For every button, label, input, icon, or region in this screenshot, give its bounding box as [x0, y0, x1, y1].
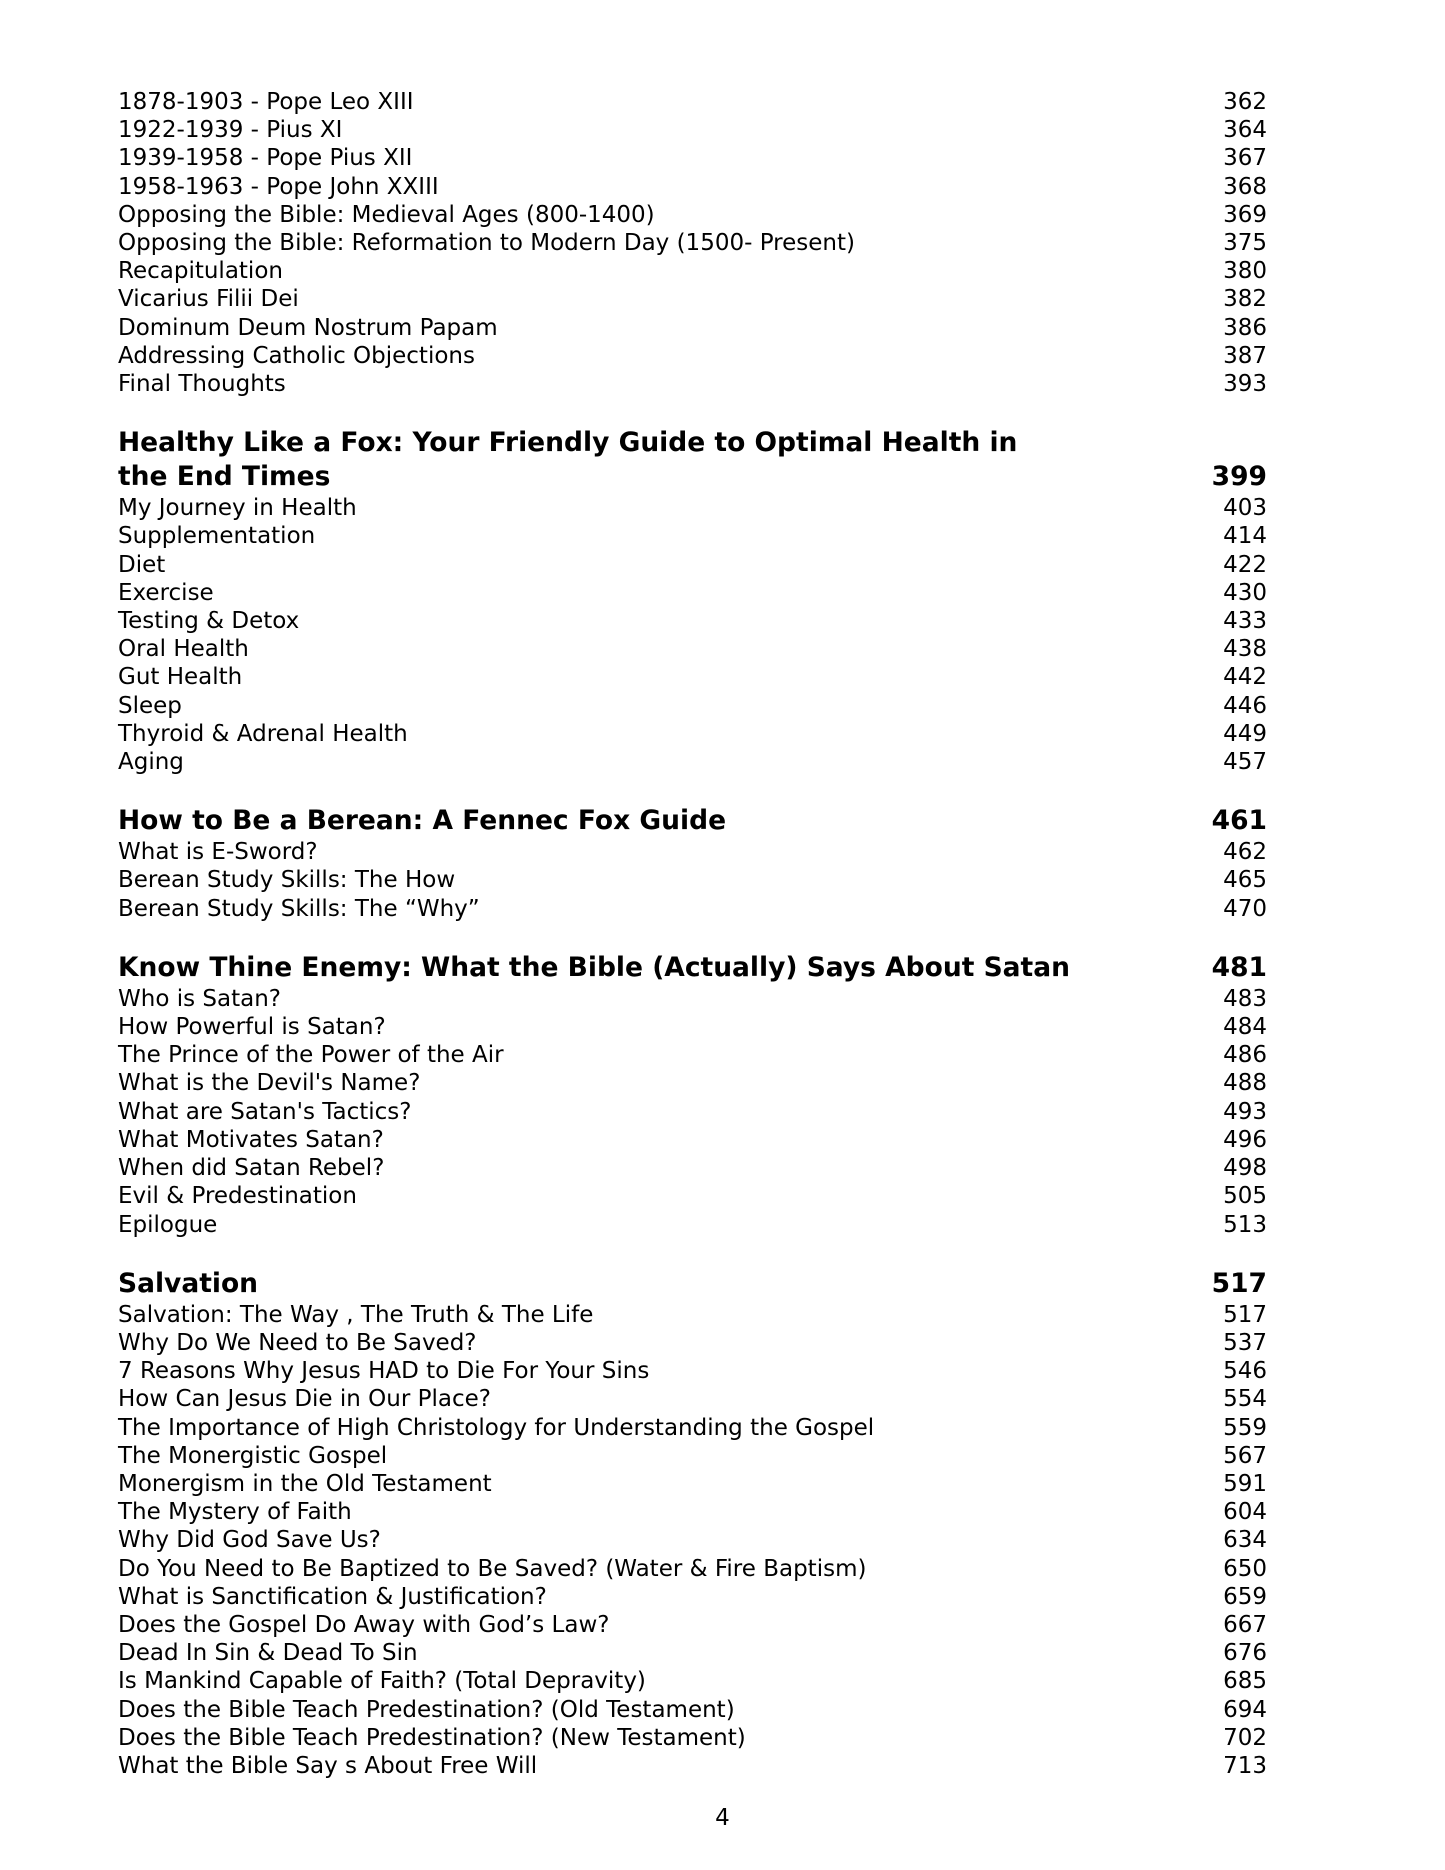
toc-entry-page-number: 634 [1223, 1527, 1267, 1554]
toc-entry-page-number: 667 [1223, 1611, 1267, 1638]
toc-entry-page-number: 694 [1223, 1696, 1267, 1723]
toc-entry-title: My Journey in Health [118, 495, 357, 522]
toc-entry-title: Epilogue [118, 1211, 218, 1238]
toc-entry-title: Gut Health [118, 664, 243, 691]
toc-entry-row[interactable] [118, 663, 1267, 691]
toc-entry-title: Berean Study Skills: The “Why” [118, 895, 480, 922]
toc-entry-title: Is Mankind Capable of Faith? (Total Depravity) [118, 1668, 646, 1695]
toc-entry-row[interactable] [118, 1442, 1267, 1470]
toc-entry-page-number: 554 [1223, 1386, 1267, 1413]
toc-entry-page-number: 513 [1223, 1211, 1267, 1238]
toc-entry-row[interactable] [118, 1182, 1267, 1210]
toc-entry-row[interactable] [118, 1154, 1267, 1182]
toc-entry-page-number: 368 [1223, 173, 1267, 200]
table-of-contents-list [118, 88, 1267, 1780]
toc-entry-title: Testing & Detox [118, 608, 300, 635]
toc-entry-row[interactable] [118, 551, 1267, 579]
toc-entry-row[interactable] [118, 748, 1267, 776]
toc-entry-page-number: 362 [1223, 89, 1267, 115]
toc-entry-title: The Mystery of Faith [118, 1499, 352, 1526]
toc-entry-title: Dead In Sin & Dead To Sin [118, 1640, 418, 1667]
toc-entry-page-number: 433 [1223, 608, 1267, 635]
toc-entry-page-number: 493 [1223, 1098, 1267, 1125]
toc-entry-page-number: 387 [1223, 342, 1267, 369]
toc-entry-page-number: 442 [1223, 664, 1267, 691]
toc-entry-title: Recapitulation [118, 258, 283, 285]
toc-entry-page-number: 403 [1223, 495, 1267, 522]
toc-entry-title: Evil & Predestination [118, 1183, 357, 1210]
toc-entry-page-number: 367 [1223, 145, 1267, 172]
toc-entry-page-number: 486 [1223, 1042, 1267, 1069]
toc-entry-page-number: 496 [1223, 1126, 1267, 1153]
toc-entry-page-number: 498 [1223, 1155, 1267, 1182]
toc-section-row[interactable] [118, 804, 1267, 838]
toc-entry-title: Do You Need to Be Baptized to Be Saved? (Water & Fire Baptism) [118, 1555, 867, 1582]
toc-entry-page-number: 650 [1223, 1555, 1267, 1582]
toc-entry-page-number: 517 [1223, 1301, 1267, 1328]
toc-section-row[interactable] [118, 951, 1267, 985]
toc-entry-page-number: 430 [1223, 579, 1267, 606]
footer-page-number: 4 [715, 1805, 730, 1831]
toc-entry-title: What is the Devil's Name? [118, 1070, 421, 1097]
toc-entry-title: What is E-Sword? [118, 839, 318, 866]
toc-entry-title: 7 Reasons Why Jesus HAD to Die For Your Sins [118, 1358, 650, 1385]
toc-entry-row[interactable] [118, 635, 1267, 663]
toc-entry-page-number: 559 [1223, 1414, 1267, 1441]
toc-entry-row[interactable] [118, 895, 1267, 923]
toc-entry-row[interactable] [118, 607, 1267, 635]
toc-section-page-number: 461 [1211, 805, 1267, 837]
toc-entry-title: How Powerful is Satan? [118, 1014, 386, 1041]
toc-entry-row[interactable] [118, 1357, 1267, 1385]
toc-entry-title: 1878-1903 - Pope Leo XIII [118, 89, 414, 115]
toc-entry-title: Addressing Catholic Objections [118, 342, 475, 369]
toc-entry-page-number: 676 [1223, 1640, 1267, 1667]
toc-entry-row[interactable] [118, 1498, 1267, 1526]
toc-entry-title: How Can Jesus Die in Our Place? [118, 1386, 491, 1413]
toc-entry-title: When did Satan Rebel? [118, 1155, 385, 1182]
toc-entry-page-number: 713 [1223, 1752, 1267, 1779]
toc-entry-page-number: 537 [1223, 1329, 1267, 1356]
toc-entry-title: Monergism in the Old Testament [118, 1470, 492, 1497]
toc-entry-page-number: 546 [1223, 1358, 1267, 1385]
toc-entry-row[interactable] [118, 1069, 1267, 1097]
toc-entry-title: 1922-1939 - Pius XI [118, 117, 343, 144]
toc-entry-row[interactable] [118, 692, 1267, 720]
toc-entry-title: Opposing the Bible: Medieval Ages (800-1400) [118, 201, 655, 228]
toc-entry-row[interactable] [118, 720, 1267, 748]
toc-entry-page-number: 364 [1223, 117, 1267, 144]
toc-entry-row[interactable] [118, 342, 1267, 370]
toc-entry-title: Aging [118, 749, 184, 776]
toc-entry-row[interactable] [118, 1385, 1267, 1413]
toc-entry-row[interactable] [118, 229, 1267, 257]
toc-section-title: Salvation [118, 1267, 259, 1299]
toc-entry-page-number: 470 [1223, 895, 1267, 922]
toc-entry-row[interactable] [118, 1098, 1267, 1126]
toc-entry-page-number: 567 [1223, 1442, 1267, 1469]
toc-entry-title: What are Satan's Tactics? [118, 1098, 412, 1125]
toc-entry-page-number: 446 [1223, 692, 1267, 719]
toc-entry-row[interactable] [118, 201, 1267, 229]
toc-entry-row[interactable] [118, 1041, 1267, 1069]
section-spacer [118, 398, 1267, 426]
toc-entry-title: Thyroid & Adrenal Health [118, 720, 408, 747]
toc-entry-title: Does the Bible Teach Predestination? (New Testament) [118, 1724, 746, 1751]
toc-entry-row[interactable] [118, 1724, 1267, 1752]
toc-entry-title: Supplementation [118, 523, 316, 550]
toc-entry-row[interactable] [118, 144, 1267, 172]
toc-entry-row[interactable] [118, 1696, 1267, 1724]
toc-section-row[interactable] [118, 426, 1267, 494]
toc-entry-row[interactable] [118, 1126, 1267, 1154]
toc-entry-page-number: 393 [1223, 371, 1267, 398]
toc-entry-row[interactable] [118, 1414, 1267, 1442]
toc-section-page-number: 399 [1211, 461, 1267, 493]
toc-entry-row[interactable] [118, 88, 1267, 116]
toc-entry-title: What Motivates Satan? [118, 1126, 384, 1153]
toc-entry-title: Opposing the Bible: Reformation to Modern Day (1500- Present) [118, 230, 855, 257]
toc-entry-row[interactable] [118, 1013, 1267, 1041]
toc-entry-page-number: 484 [1223, 1014, 1267, 1041]
toc-entry-row[interactable] [118, 1329, 1267, 1357]
toc-entry-title: Does the Bible Teach Predestination? (Old Testament) [118, 1696, 735, 1723]
toc-section-title: Know Thine Enemy: What the Bible (Actually) Says About Satan [118, 951, 1070, 983]
toc-entry-title: The Monergistic Gospel [118, 1442, 388, 1469]
toc-entry-title: What the Bible Say s About Free Will [118, 1752, 538, 1779]
toc-entry-page-number: 465 [1223, 867, 1267, 894]
section-spacer [118, 923, 1267, 951]
toc-entry-title: 1939-1958 - Pope Pius XII [118, 145, 413, 172]
toc-entry-title: Oral Health [118, 636, 249, 663]
toc-entry-row[interactable] [118, 1611, 1267, 1639]
toc-entry-row[interactable] [118, 1301, 1267, 1329]
toc-entry-title: Dominum Deum Nostrum Papam [118, 314, 498, 341]
toc-entry-page-number: 488 [1223, 1070, 1267, 1097]
toc-entry-page-number: 375 [1223, 230, 1267, 257]
toc-entry-page-number: 505 [1223, 1183, 1267, 1210]
toc-entry-page-number: 386 [1223, 314, 1267, 341]
toc-section-title: Healthy Like a Fox: Your Friendly Guide to Optimal Health in the End Times [118, 427, 1018, 493]
toc-entry-page-number: 604 [1223, 1499, 1267, 1526]
toc-entry-page-number: 438 [1223, 636, 1267, 663]
toc-entry-row[interactable] [118, 116, 1267, 144]
toc-entry-title: Exercise [118, 579, 214, 606]
section-spacer [118, 1239, 1267, 1267]
toc-entry-page-number: 422 [1223, 551, 1267, 578]
toc-entry-row[interactable] [118, 1639, 1267, 1667]
toc-section-page-number: 517 [1211, 1267, 1267, 1299]
toc-entry-title: What is Sanctification & Justification? [118, 1583, 547, 1610]
toc-entry-row[interactable] [118, 522, 1267, 550]
toc-entry-page-number: 659 [1223, 1583, 1267, 1610]
toc-entry-row[interactable] [118, 579, 1267, 607]
toc-section-row[interactable] [118, 1267, 1267, 1301]
toc-entry-row[interactable] [118, 285, 1267, 313]
toc-entry-title: Does the Gospel Do Away with God’s Law? [118, 1611, 610, 1638]
toc-entry-page-number: 382 [1223, 286, 1267, 313]
toc-entry-title: Berean Study Skills: The How [118, 867, 456, 894]
toc-entry-page-number: 369 [1223, 201, 1267, 228]
toc-entry-page-number: 414 [1223, 523, 1267, 550]
toc-entry-title: Vicarius Filii Dei [118, 286, 299, 313]
toc-entry-title: The Importance of High Christology for Understanding the Gospel [118, 1414, 875, 1441]
toc-entry-page-number: 483 [1223, 985, 1267, 1012]
toc-entry-title: 1958-1963 - Pope John XXIII [118, 173, 439, 200]
toc-entry-row[interactable] [118, 370, 1267, 398]
toc-entry-row[interactable] [118, 866, 1267, 894]
toc-entry-row[interactable] [118, 1470, 1267, 1498]
toc-entry-page-number: 702 [1223, 1724, 1267, 1751]
toc-entry-title: Why Do We Need to Be Saved? [118, 1329, 477, 1356]
toc-section-title: How to Be a Berean: A Fennec Fox Guide [118, 805, 727, 837]
toc-entry-page-number: 685 [1223, 1668, 1267, 1695]
toc-entry-title: Who is Satan? [118, 985, 281, 1012]
toc-entry-title: The Prince of the Power of the Air [118, 1042, 504, 1069]
toc-entry-page-number: 591 [1223, 1470, 1267, 1497]
toc-entry-row[interactable] [118, 1555, 1267, 1583]
toc-entry-title: Final Thoughts [118, 371, 286, 398]
toc-entry-title: Salvation: The Way , The Truth & The Life [118, 1301, 594, 1328]
toc-entry-title: Sleep [118, 692, 182, 719]
toc-entry-row[interactable] [118, 257, 1267, 285]
toc-entry-row[interactable] [118, 314, 1267, 342]
toc-section-page-number: 481 [1211, 951, 1267, 983]
toc-entry-row[interactable] [118, 1752, 1267, 1780]
toc-entry-page-number: 457 [1223, 749, 1267, 776]
toc-entry-page-number: 462 [1223, 839, 1267, 866]
toc-entry-row[interactable] [118, 1526, 1267, 1554]
toc-entry-title: Diet [118, 551, 166, 578]
toc-entry-page-number: 449 [1223, 720, 1267, 747]
toc-entry-row[interactable] [118, 1583, 1267, 1611]
toc-entry-row[interactable] [118, 173, 1267, 201]
toc-entry-row[interactable] [118, 838, 1267, 866]
toc-entry-title: Why Did God Save Us? [118, 1527, 381, 1554]
toc-entry-row[interactable] [118, 985, 1267, 1013]
toc-entry-row[interactable] [118, 494, 1267, 522]
toc-entry-page-number: 380 [1223, 258, 1267, 285]
toc-entry-row[interactable] [118, 1667, 1267, 1695]
toc-entry-row[interactable] [118, 1211, 1267, 1239]
section-spacer [118, 776, 1267, 804]
